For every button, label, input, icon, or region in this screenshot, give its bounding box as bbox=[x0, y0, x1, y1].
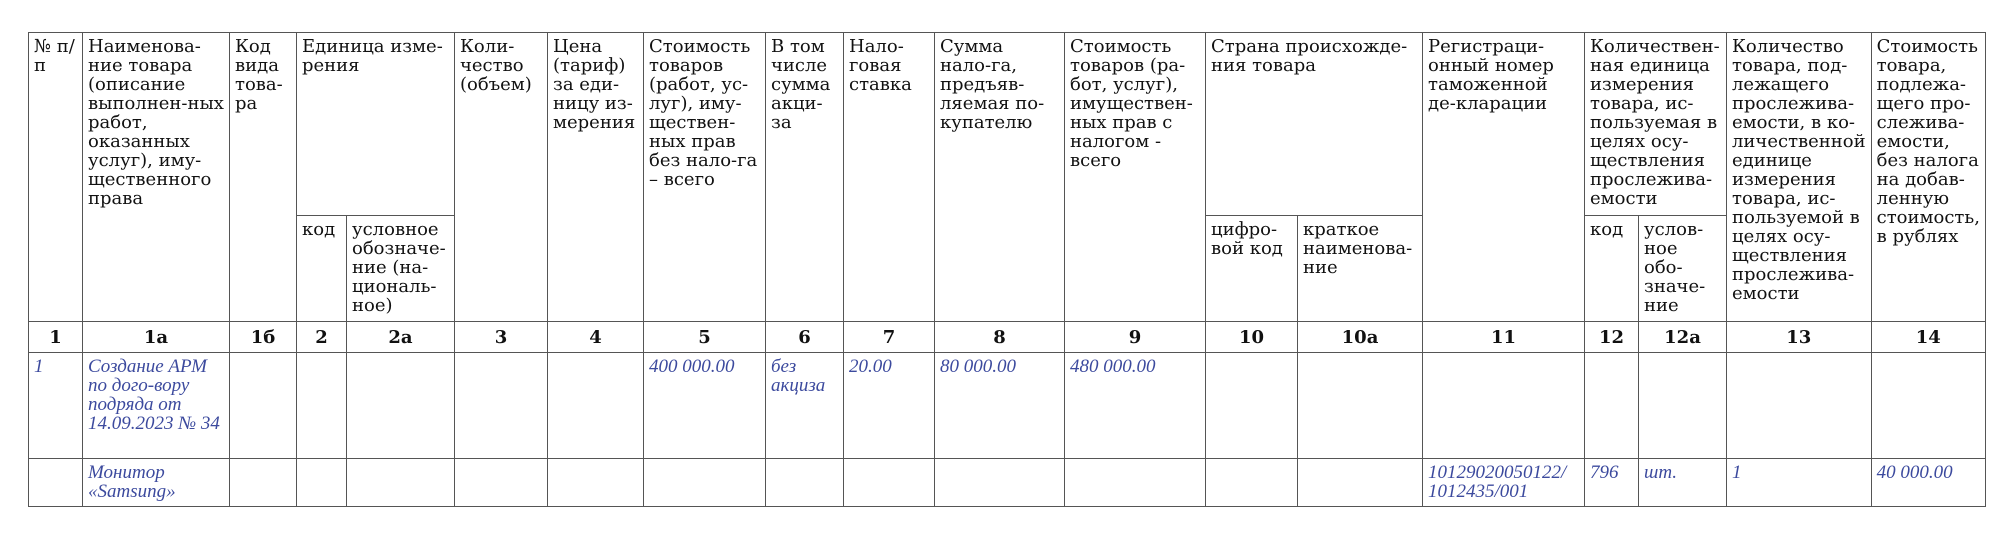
invoice-table bbox=[28, 32, 1986, 507]
item-type-code-cell bbox=[230, 459, 297, 507]
row-number-cell bbox=[29, 459, 83, 507]
header-excise: В том числе сумма акци-за bbox=[766, 33, 844, 322]
column-number: 5 bbox=[644, 322, 766, 353]
header-traceability-unit-group: Количествен-ная единица измерения товара, ис-пользуемая в целях осу-ществления прослежива-емости bbox=[1585, 33, 1727, 216]
country-name-cell bbox=[1298, 459, 1423, 507]
header-row-top bbox=[29, 33, 1986, 216]
tax-rate-cell: 20.00 bbox=[844, 353, 935, 459]
column-number: 10а bbox=[1298, 322, 1423, 353]
table-row bbox=[29, 353, 1986, 459]
item-name-cell: Монитор «Samsung» bbox=[83, 459, 230, 507]
unit-price-cell bbox=[548, 353, 644, 459]
column-number: 3 bbox=[455, 322, 548, 353]
country-name-cell bbox=[1298, 353, 1423, 459]
header-country-group: Страна происхожде-ния товара bbox=[1206, 33, 1423, 216]
column-number: 14 bbox=[1871, 322, 1985, 353]
column-number: 1 bbox=[29, 322, 83, 353]
unit-symbol-cell bbox=[347, 353, 455, 459]
traceability-unit-symbol-cell bbox=[1639, 353, 1727, 459]
column-number: 11 bbox=[1423, 322, 1585, 353]
header-item-type-code: Код вида това-ра bbox=[230, 33, 297, 322]
customs-declaration-cell: 10129020050122/ 1012435/001 bbox=[1423, 459, 1585, 507]
quantity-cell bbox=[455, 353, 548, 459]
tax-amount-cell bbox=[935, 459, 1065, 507]
column-number: 2а bbox=[347, 322, 455, 353]
header-country-code: цифро-вой код bbox=[1206, 216, 1298, 322]
traceability-cost-cell bbox=[1871, 353, 1985, 459]
traceability-unit-symbol-cell: шт. bbox=[1639, 459, 1727, 507]
cost-without-tax-cell bbox=[644, 459, 766, 507]
traceability-unit-code-cell bbox=[1585, 353, 1639, 459]
country-code-cell bbox=[1206, 459, 1298, 507]
unit-symbol-cell bbox=[347, 459, 455, 507]
cost-with-tax-cell bbox=[1065, 459, 1206, 507]
tax-rate-cell bbox=[844, 459, 935, 507]
quantity-cell bbox=[455, 459, 548, 507]
header-cost-with-tax: Стоимость товаров (ра-бот, услуг), имуществен-ных прав с налогом - всего bbox=[1065, 33, 1206, 322]
header-traceability-unit-code: код bbox=[1585, 216, 1639, 322]
column-number: 6 bbox=[766, 322, 844, 353]
column-number: 10 bbox=[1206, 322, 1298, 353]
column-number-row bbox=[29, 322, 1986, 353]
header-unit-code: код bbox=[297, 216, 347, 322]
column-number: 7 bbox=[844, 322, 935, 353]
country-code-cell bbox=[1206, 353, 1298, 459]
column-number: 12а bbox=[1639, 322, 1727, 353]
column-number: 4 bbox=[548, 322, 644, 353]
excise-cell bbox=[766, 459, 844, 507]
header-traceability-unit-symbol: услов-ное обо-значе-ние bbox=[1639, 216, 1727, 322]
table-row bbox=[29, 459, 1986, 507]
header-cost-without-tax: Стоимость товаров (работ, ус-луг), иму-ществен-ных прав без нало-га – всего bbox=[644, 33, 766, 322]
header-customs-declaration: Регистраци-онный номер таможенной де-кларации bbox=[1423, 33, 1585, 322]
column-number: 12 bbox=[1585, 322, 1639, 353]
item-type-code-cell bbox=[230, 353, 297, 459]
tax-amount-cell: 80 000.00 bbox=[935, 353, 1065, 459]
cost-with-tax-cell: 480 000.00 bbox=[1065, 353, 1206, 459]
traceability-cost-cell: 40 000.00 bbox=[1871, 459, 1985, 507]
column-number: 13 bbox=[1727, 322, 1872, 353]
column-number: 1а bbox=[83, 322, 230, 353]
row-number-cell: 1 bbox=[29, 353, 83, 459]
header-row-number: № п/п bbox=[29, 33, 83, 322]
header-item-name: Наименова-ние товара (описание выполнен-ных работ, оказанных услуг), иму-щественного права bbox=[83, 33, 230, 322]
column-number: 2 bbox=[297, 322, 347, 353]
traceability-quantity-cell bbox=[1727, 353, 1872, 459]
header-unit-symbol: условное обозначе-ние (на-циональ-ное) bbox=[347, 216, 455, 322]
header-tax-amount: Сумма нало-га, предъяв-ляемая по-купателю bbox=[935, 33, 1065, 322]
header-traceability-quantity: Количество товара, под-лежащего прослежива-емости, в ко-личественной единице измерения товара, ис-пользуемой в целях осу-ществления прослежива-емости bbox=[1727, 33, 1872, 322]
header-country-name: краткое наименова-ние bbox=[1298, 216, 1423, 322]
customs-declaration-cell bbox=[1423, 353, 1585, 459]
unit-code-cell bbox=[297, 459, 347, 507]
header-tax-rate: Нало-говая ставка bbox=[844, 33, 935, 322]
header-unit-group: Единица изме-рения bbox=[297, 33, 455, 216]
column-number: 1б bbox=[230, 322, 297, 353]
traceability-unit-code-cell: 796 bbox=[1585, 459, 1639, 507]
column-number: 8 bbox=[935, 322, 1065, 353]
unit-code-cell bbox=[297, 353, 347, 459]
unit-price-cell bbox=[548, 459, 644, 507]
traceability-quantity-cell: 1 bbox=[1727, 459, 1872, 507]
header-quantity: Коли-чество (объем) bbox=[455, 33, 548, 322]
cost-without-tax-cell: 400 000.00 bbox=[644, 353, 766, 459]
excise-cell: без акциза bbox=[766, 353, 844, 459]
item-name-cell: Создание АРМ по дого-вору подряда от 14.09.2023 № 34 bbox=[83, 353, 230, 459]
column-number: 9 bbox=[1065, 322, 1206, 353]
header-traceability-cost: Стоимость товара, подлежа-щего про-слежива-емости, без налога на добав-ленную стоимость, в рублях bbox=[1871, 33, 1985, 322]
header-unit-price: Цена (тариф) за еди-ницу из-мерения bbox=[548, 33, 644, 322]
